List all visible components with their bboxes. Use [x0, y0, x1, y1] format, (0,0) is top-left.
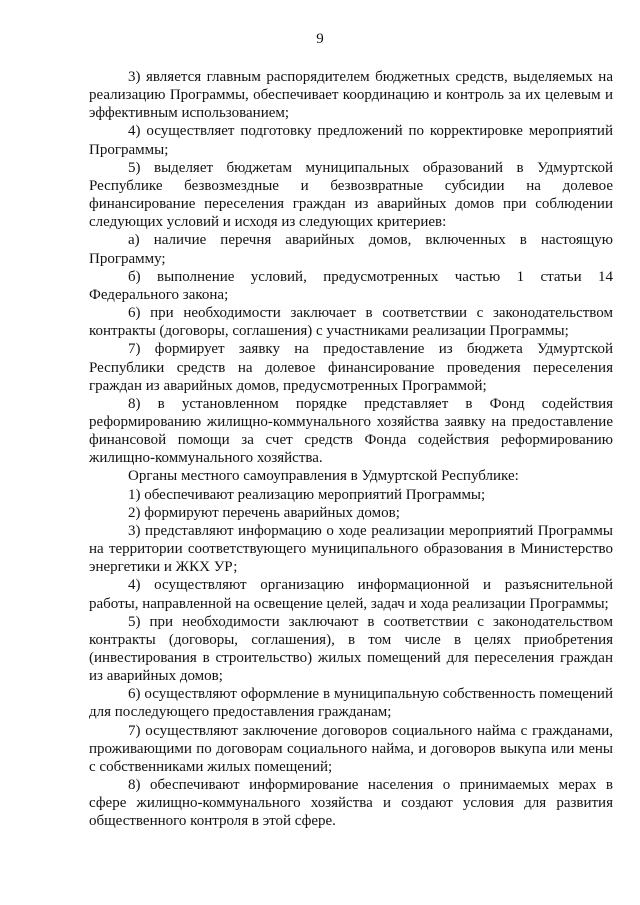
paragraph-local-2: 2) формируют перечень аварийных домов;: [128, 504, 400, 521]
paragraph-4-corrections: 4) осуществляет подготовку предложений по корректировке мероприятий Программы;: [89, 123, 613, 158]
paragraph-3-main-administrator: 3) является главным распорядителем бюджетных средств, выделяемых на реализацию Программы, обеспечивает координацию и контроль за их целевым и эффективным использованием;: [89, 69, 613, 122]
paragraph-criterion-a: а) наличие перечня аварийных домов, включенных в настоящую Программу;: [89, 232, 613, 267]
paragraph-local-6: 6) осуществляют оформление в муниципальную собственность помещений для последующего предоставления гражданам;: [89, 686, 613, 721]
paragraph-local-5: 5) при необходимости заключают в соответствии с законодательством контракты (договоры, соглашения), в том числе в целях приобретения (инвестирования в строительство) жилых помещений для переселения граждан из аварийных домов;: [89, 613, 613, 685]
paragraph-local-3: 3) представляют информацию о ходе реализации мероприятий Программы на территории соответствующего муниципального образования в Министерство энергетики и ЖКХ УР;: [89, 522, 613, 576]
paragraph-local-authorities-heading: Органы местного самоуправления в Удмуртской Республике:: [128, 468, 519, 485]
paragraph-local-1: 1) обеспечивают реализацию мероприятий Программы;: [128, 486, 486, 503]
paragraph-6-contracts: 6) при необходимости заключает в соответствии с законодательством контракты (договоры, соглашения) с участниками реализации Программы;: [89, 305, 613, 340]
paragraph-local-8: 8) обеспечивают информирование населения о принимаемых мерах в сфере жилищно-коммунального хозяйства и создают условия для развития общественного контроля в этой сфере.: [89, 777, 613, 830]
document-body: [89, 68, 613, 831]
paragraph-7-application: 7) формирует заявку на предоставление из бюджета Удмуртской Республики средств на долевое финансирование проведения переселения граждан из аварийных домов, предусмотренных Программой;: [89, 341, 613, 394]
paragraph-8-fund-application: 8) в установленном порядке представляет в Фонд содействия реформированию жилищно-коммунального хозяйства заявку на предоставление финансовой помощи за счет средств Фонда содействия реформированию жилищно-коммунального хозяйства.: [89, 395, 613, 467]
paragraph-criterion-b: б) выполнение условий, предусмотренных частью 1 статьи 14 Федерального закона;: [89, 268, 613, 303]
paragraph-5-subsidies: 5) выделяет бюджетам муниципальных образований в Удмуртской Республике безвозмездные и безвозвратные субсидии на долевое финансирование переселения граждан из аварийных домов при соблюдении следующих условий и исходя из следующих критериев:: [89, 159, 613, 231]
page-number: 9: [316, 31, 324, 47]
paragraph-local-7: 7) осуществляют заключение договоров социального найма с гражданами, проживающими по договорам социального найма, и договоров выкупа или мены с собственниками жилых помещений;: [89, 722, 613, 775]
paragraph-local-4: 4) осуществляют организацию информационной и разъяснительной работы, направленной на освещение целей, задач и хода реализации Программы;: [89, 577, 613, 612]
